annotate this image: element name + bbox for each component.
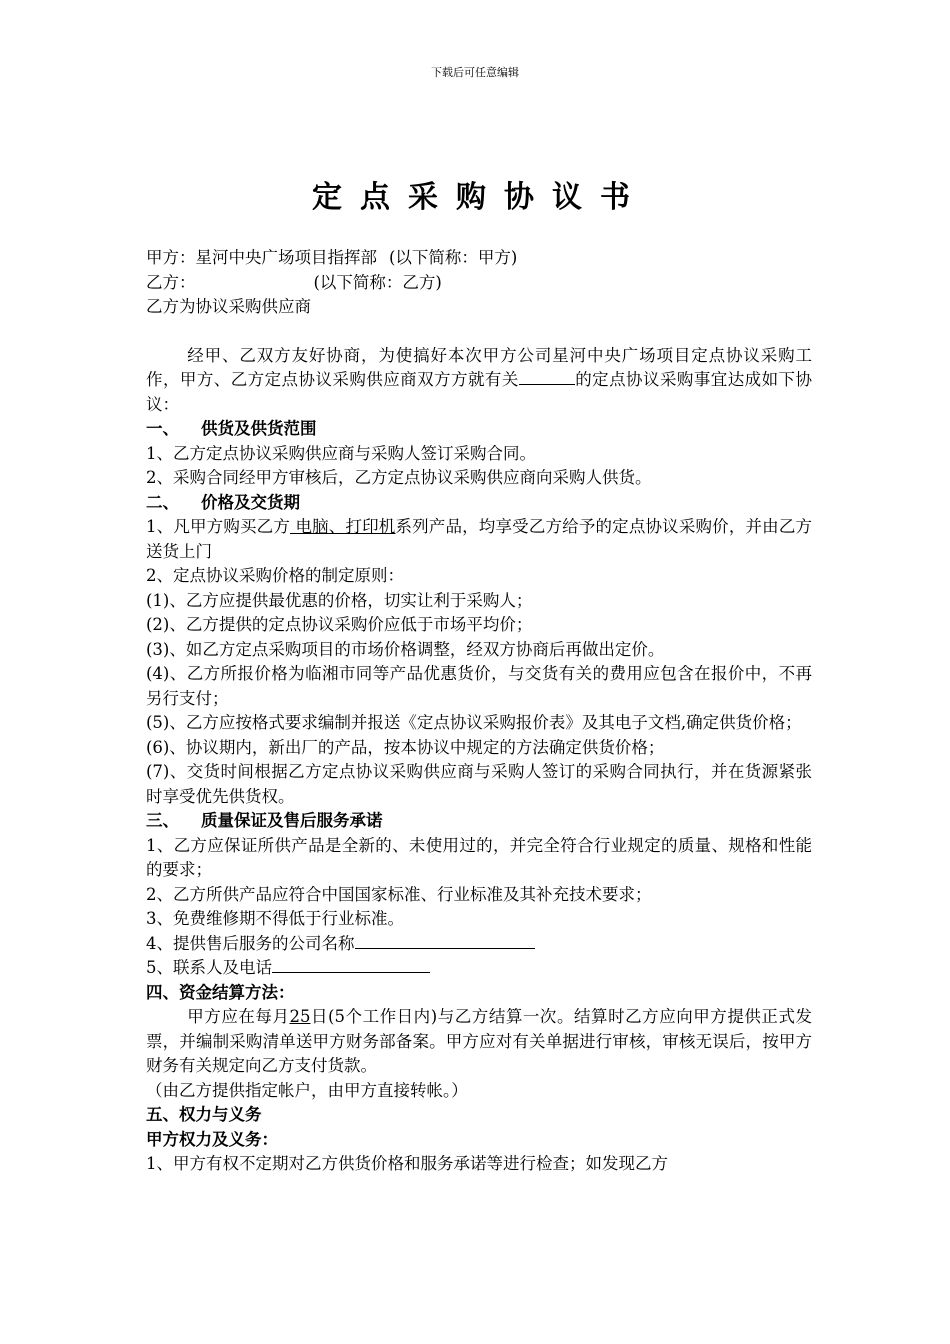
subject-blank	[519, 368, 575, 385]
section-2-item-1-post: 系列产品，均享受乙方给予的定点协议采购价，并由乙方送货上门	[146, 517, 813, 561]
product-list: 电脑、打印机	[290, 517, 396, 536]
settlement-text-post: 日(5个工作日内)与乙方结算一次。结算时乙方应向甲方提供正式发票，并编制采购清单送甲方财务部备案。甲方应对有关单据进行审核，审核无误后，按甲方财务有关规定向乙方支付货款。	[146, 1007, 813, 1075]
section-1-item-2: 2、采购合同经甲方审核后，乙方定点协议采购供应商向采购人供货。	[146, 468, 652, 487]
settlement-paragraph	[146, 1005, 812, 1079]
section-2-item-2: 2、定点协议采购价格的制定原则：	[146, 566, 404, 585]
section-5-heading: 五、权力与义务	[146, 1105, 262, 1124]
party-a-rights-heading: 甲方权力及义务：	[146, 1129, 278, 1149]
party-a-rights-item-1: 1、甲方有权不定期对乙方供货价格和服务承诺等进行检查；如发现乙方	[146, 1154, 668, 1173]
section-4-heading: 四、资金结算方法：	[146, 982, 295, 1002]
section-3-item-4	[146, 932, 812, 957]
pricing-rule-5: (5)、乙方应按格式要求编制并报送《定点协议采购报价表》及其电子文档,确定供货价格；	[146, 713, 802, 732]
section-2-heading	[146, 491, 812, 516]
intro-text-2: 的定点协议采购事宜达成如下协议：	[146, 370, 813, 414]
contact-label: 5、联系人及电话	[146, 958, 272, 977]
party-b-alias: (以下简称：乙方)	[313, 272, 442, 292]
section-3-heading	[146, 809, 812, 834]
section-3-number: 三、	[146, 811, 179, 830]
service-company-label: 4、提供售后服务的公司名称	[146, 933, 355, 953]
document-title: 定点采购协议书	[312, 180, 648, 215]
party-b-label: 乙方：	[146, 272, 196, 292]
intro-paragraph	[146, 344, 812, 418]
party-b-line	[146, 271, 812, 296]
party-a-line	[146, 246, 812, 271]
pricing-rule-3: (3)、如乙方定点采购项目的市场价格调整，经双方协商后再做出定价。	[146, 639, 665, 659]
section-3-item-3: 3、免费维修期不得低于行业标准。	[146, 909, 404, 928]
section-1-heading	[146, 417, 812, 442]
pricing-rule-7: (7)、交货时间根据乙方定点协议采购供应商与采购人签订的采购合同执行，并在货源紧张时享受优先供货权。	[146, 762, 812, 806]
party-a-alias: (以下简称：甲方)	[389, 248, 518, 267]
settlement-day: 25	[289, 1007, 311, 1026]
contact-blank	[272, 956, 430, 973]
intro-text-1: 经甲、乙双方友好协商，为使搞好本次甲方公司星河中央广场项目定点协议采购工作，甲方、乙方定点协议采购供应商双方方就有关	[146, 345, 812, 389]
pricing-rule-1: (1)、乙方应提供最优惠的价格，切实让利于采购人；	[146, 590, 533, 610]
section-2-title: 价格及交货期	[201, 492, 300, 512]
section-2-number: 二、	[146, 492, 179, 512]
section-1-item-1: 1、乙方定点协议采购供应商与采购人签订采购合同。	[146, 443, 536, 463]
pricing-rule-4: (4)、乙方所报价格为临湘市同等产品优惠货价，与交货有关的费用应包含在报价中，不再另行支付；	[146, 664, 812, 708]
section-2-item-1-pre: 1、凡甲方购买乙方	[146, 517, 291, 536]
pricing-rule-2: (2)、乙方提供的定点协议采购价应低于市场平均价；	[146, 615, 533, 634]
section-2-item-1	[146, 515, 812, 564]
party-a-name: 星河中央广场项目指挥部	[195, 248, 377, 267]
party-a-label: 甲方：	[146, 248, 196, 267]
section-1-number: 一、	[146, 419, 179, 438]
section-1-title: 供货及供货范围	[201, 419, 317, 438]
header-note: 下载后可任意编辑	[431, 66, 519, 79]
section-3-item-1: 1、乙方应保证所供产品是全新的、未使用过的，并完全符合行业规定的质量、规格和性能的要求；	[146, 835, 812, 879]
service-company-blank	[355, 932, 535, 949]
section-3-item-2: 2、乙方所供产品应符合中国国家标准、行业标准及其补充技术要求；	[146, 884, 652, 904]
document-body	[146, 246, 812, 1177]
settlement-text-pre: 甲方应在每月	[187, 1007, 290, 1026]
pricing-rule-6: (6)、协议期内，新出厂的产品，按本协议中规定的方法确定供货价格；	[146, 737, 665, 757]
section-3-item-5	[146, 956, 812, 981]
settlement-note: （由乙方提供指定帐户，由甲方直接转帐。）	[146, 1080, 468, 1100]
section-3-title: 质量保证及售后服务承诺	[201, 811, 383, 830]
party-b-role: 乙方为协议采购供应商	[146, 297, 311, 316]
